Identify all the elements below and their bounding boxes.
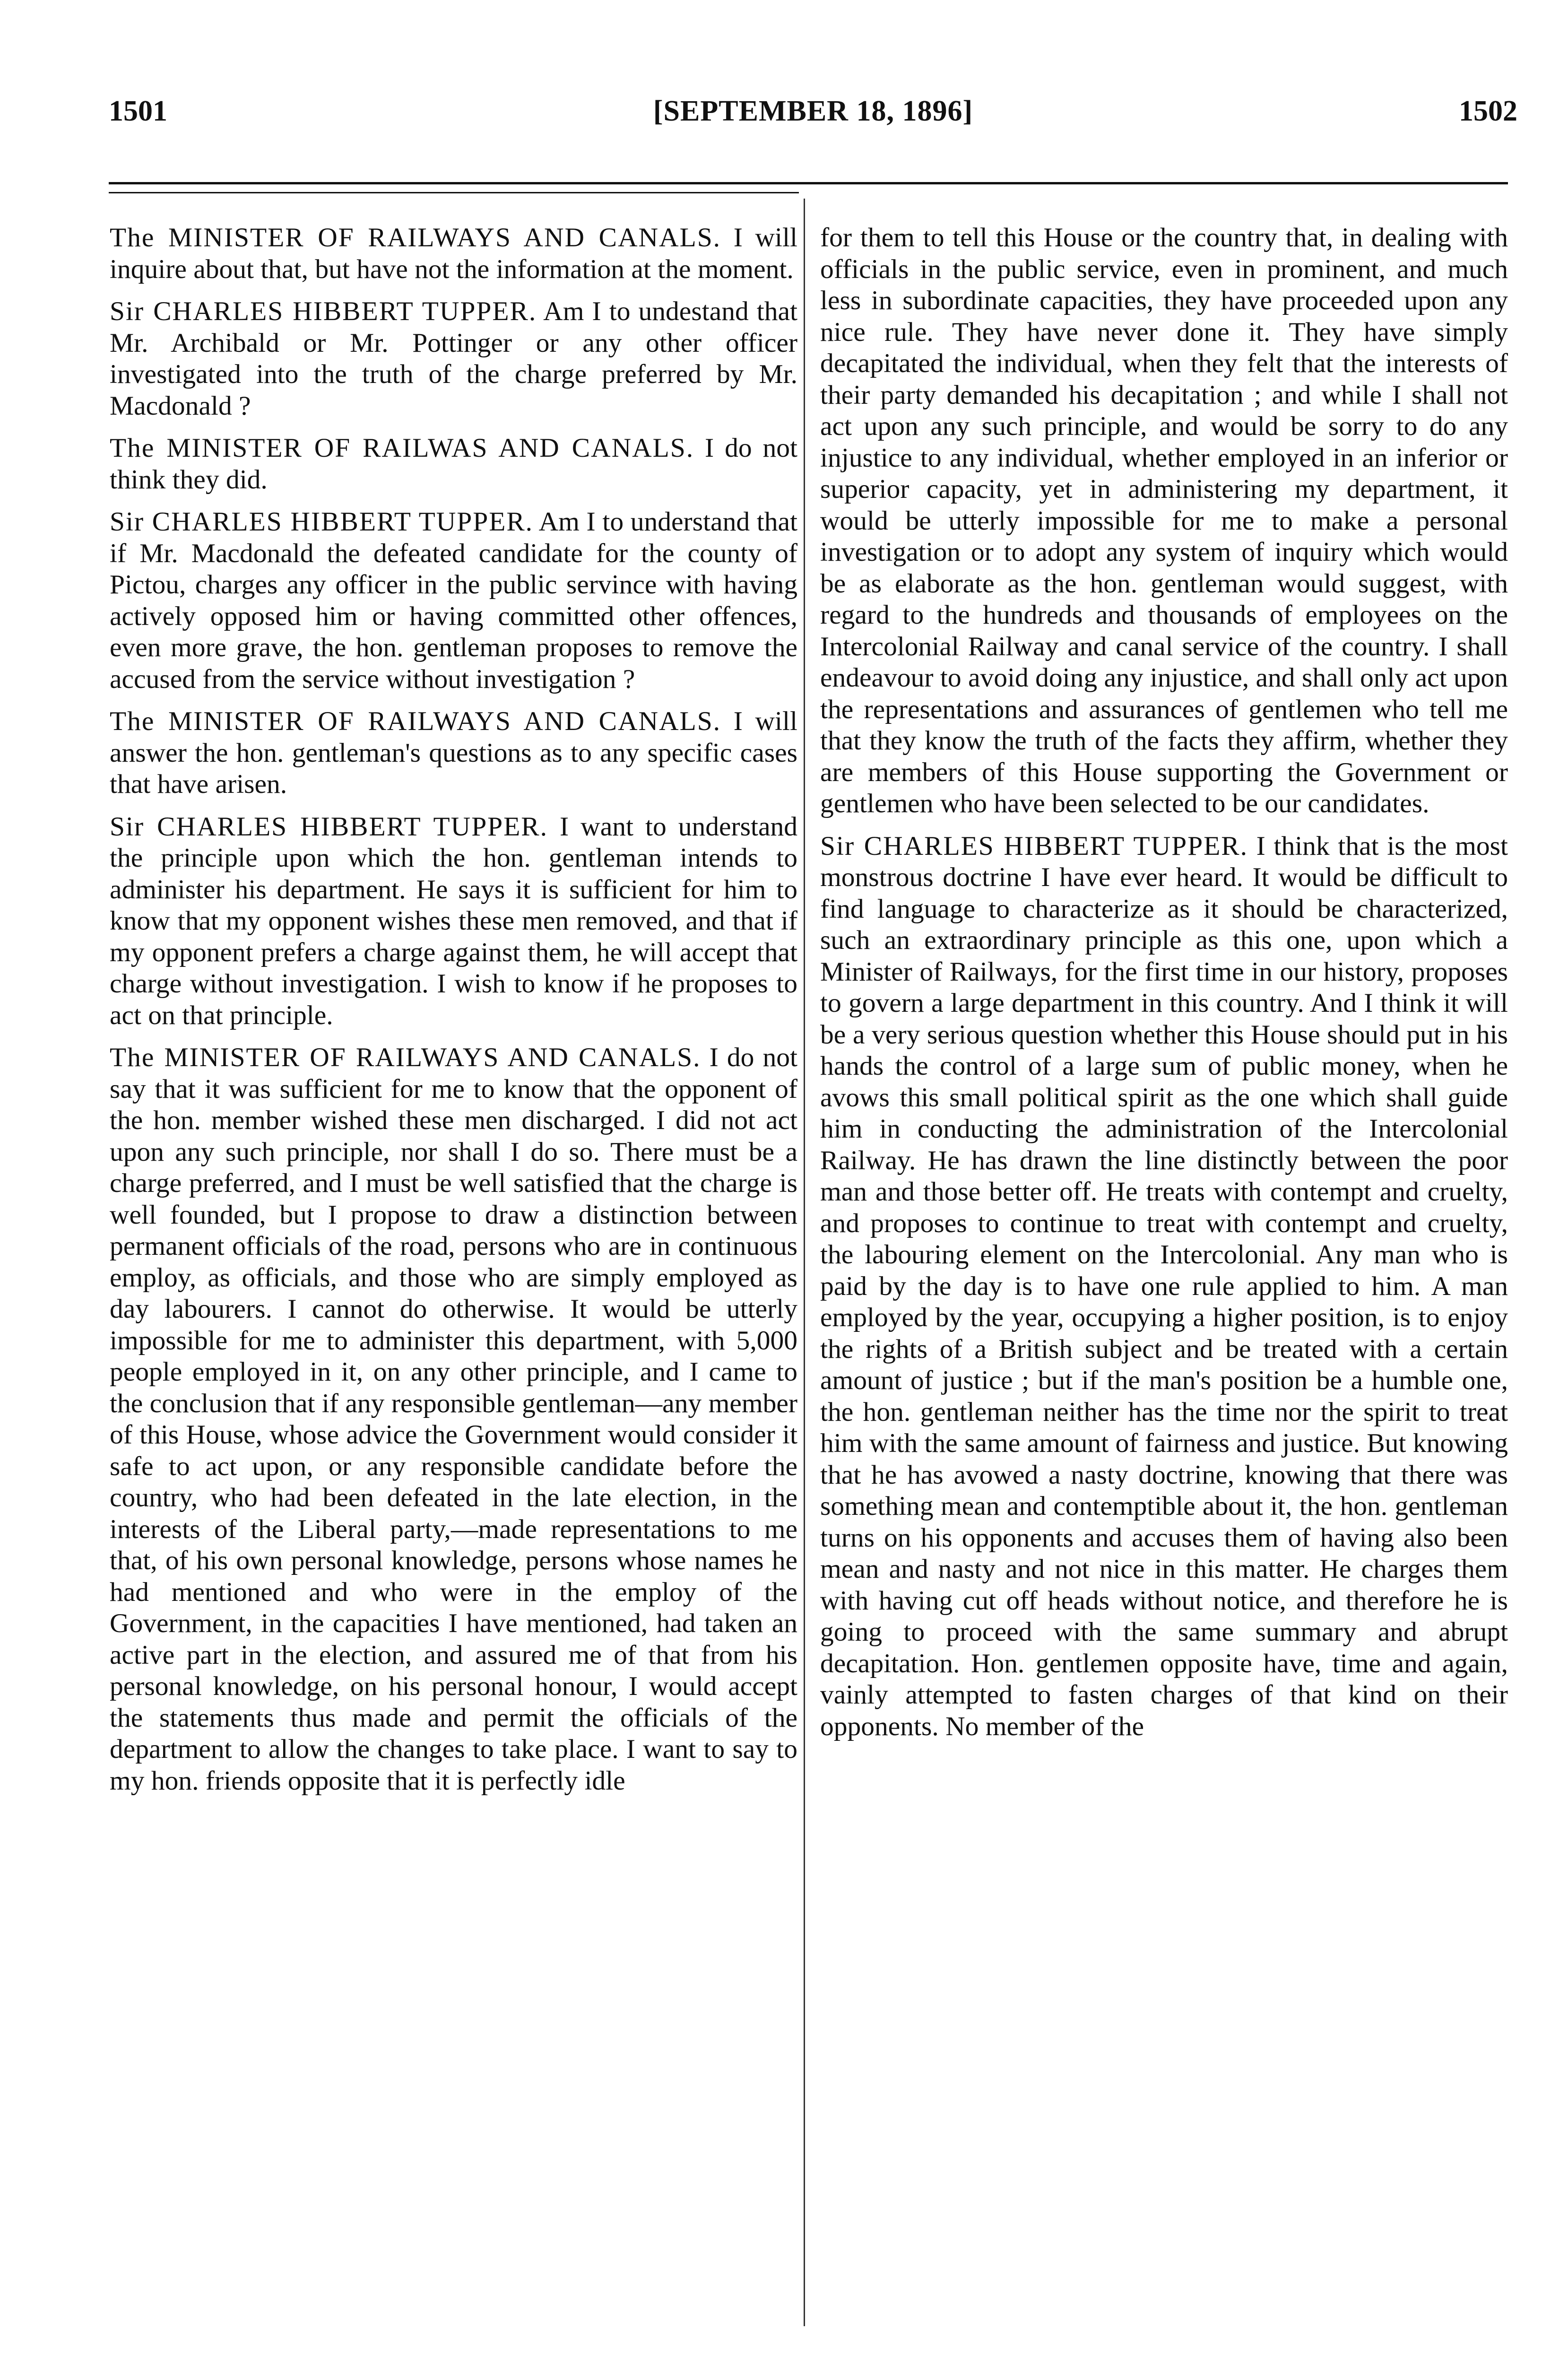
paragraph bbox=[110, 296, 797, 422]
header-rule bbox=[109, 182, 1508, 184]
paragraph bbox=[110, 1042, 797, 1797]
speaker-name: Sir CHARLES HIBBERT TUPPER. bbox=[110, 296, 537, 326]
speech-text: I will answer the hon. gentleman's questions as to any specific cases that have arisen. bbox=[110, 706, 797, 799]
page-number-right: 1502 bbox=[1459, 95, 1517, 127]
speaker-name: Sir CHARLES HIBBERT TUPPER. bbox=[820, 831, 1248, 861]
right-column bbox=[820, 222, 1508, 1753]
column-divider bbox=[804, 199, 805, 2326]
page-header bbox=[109, 95, 1517, 147]
paragraph bbox=[820, 831, 1508, 1743]
speech-text: Am I to understand that if Mr. Macdonald the defeated candidate for the county of Pictou, charges any officer in the public servince with having actively opposed him or having committed other offences, even more grave, the hon. gentleman proposes to remove the accused from the service without investigation ? bbox=[110, 507, 797, 694]
speech-text: Am I to undestand that Mr. Archibald or Mr. Pottinger or any other officer investigated into the truth of the charge preferred by Mr. Macdonald ? bbox=[110, 296, 797, 421]
speech-text: I think that is the most monstrous doctrine I have ever heard. It would be difficult to find language to characterize as it should be characterized, such an extraordinary principle as this one, upon which a Minister of Railways, for the first time in our history, proposes to govern a large department in this country. And I think it will be a very serious question whether this House should put in his hands the control of a large sum of public money, when he avows this small political spirit as the one which shall guide him in conducting the administration of the Intercolonial Railway. He has drawn the line distinctly between the poor man and those better off. He treats with contempt and cruelty, and proposes to continue to treat with contempt and cruelty, the labouring element on the Intercolonial. Any man who is paid by the day is to have one rule applied to him. A man employed by the year, occupying a higher position, is to enjoy the rights of a British subject and be treated with a certain amount of justice ; but if the man's position be a humble one, the hon. gentleman neither has the time nor the spirit to treat him with the same amount of fairness and justice. But knowing that he has avowed a nasty doctrine, knowing that there was something mean and contemptible about it, the hon. gentleman turns on his opponents and accuses them of having also been mean and nasty and not nice in this matter. He charges them with having cut off heads without notice, and therefore he is going to proceed with the same summary and abrupt decapitation. Hon. gentlemen opposite have, time and again, vainly attempted to fasten charges of that kind on their opponents. No member of the bbox=[820, 831, 1508, 1741]
speaker-name: The MINISTER OF RAILWAYS AND CANALS. bbox=[110, 223, 721, 252]
paragraph bbox=[110, 222, 797, 285]
speaker-name: Sir CHARLES HIBBERT TUPPER. bbox=[110, 811, 548, 842]
speech-text: I want to understand the principle upon which the hon. gentleman intends to administer his department. He says it is sufficient for him to know that my opponent wishes these men removed, and that if my opponent prefers a charge against them, he will accept that charge without investigation. I wish to know if he proposes to act on that principle. bbox=[110, 811, 797, 1030]
speech-text: I will inquire about that, but have not the information at the moment. bbox=[110, 223, 797, 284]
paragraph bbox=[110, 433, 797, 495]
speech-text: I do not think they did. bbox=[110, 433, 797, 495]
speaker-name: The MINISTER OF RAILWAYS AND CANALS. bbox=[110, 706, 721, 736]
paragraph bbox=[110, 706, 797, 800]
paragraph bbox=[110, 811, 797, 1032]
paragraph bbox=[110, 506, 797, 695]
speaker-name: The MINISTER OF RAILWAS AND CANALS. bbox=[110, 433, 694, 463]
speech-text: for them to tell this House or the country that, in dealing with officials in the public service, even in prominent, and much less in subordinate capacities, they have proceeded upon any nice rule. They have never done it. They have simply decapitated the individual, when they felt that the interests of their party demanded his decapitation ; and while I shall not act upon any such principle, and would be sorry to do any injustice to any individual, whether employed in an inferior or superior capacity, yet in administering my department, it would be utterly impossible for me to make a personal investigation or to adopt any system of inquiry which would be as elaborate as the hon. gentleman would suggest, with regard to the hundreds and thousands of employees on the Intercolonial Railway and canal service of the country. I shall endeavour to avoid doing any injustice, and shall only act upon the representations and assurances of gentlemen who tell me that they know the truth of the facts they affirm, whether they are members of this House supporting the Government or gentlemen who have been selected to be our candidates. bbox=[820, 223, 1508, 818]
speech-text: I do not say that it was sufficient for me to know that the opponent of the hon. member wished these men discharged. I did not act upon any such principle, nor shall I do so. There must be a charge preferred, and I must be well satisfied that the charge is well founded, but I propose to draw a distinction between permanent officials of the road, persons who are in continuous employ, as officials, and those who are simply employed as day labourers. I cannot do otherwise. It would be utterly impossible for me to administer this department, with 5,000 people employed in it, on any other principle, and I came to the conclusion that if any responsible gentleman—any member of this House, whose advice the Government would consider it safe to act upon, or any responsible candidate before the country, who had been defeated in the late election, in the interests of the Liberal party,—made representations to me that, of his own personal knowledge, persons whose names he had mentioned and who were in the employ of the Government, in the capacities I have mentioned, had taken an active part in the election, and assured me of that from his personal knowledge, on his personal honour, I would accept the statements thus made and permit the officials of the department to allow the changes to take place. I want to say to my hon. friends opposite that it is perfectly idle bbox=[110, 1043, 797, 1796]
paragraph bbox=[820, 222, 1508, 820]
page-date: [SEPTEMBER 18, 1896] bbox=[653, 95, 973, 127]
speaker-name: The MINISTER OF RAILWAYS AND CANALS. bbox=[110, 1043, 701, 1072]
speaker-name: Sir CHARLES HIBBERT TUPPER. bbox=[110, 507, 534, 537]
header-rule-secondary bbox=[109, 192, 799, 193]
left-column bbox=[110, 222, 797, 1808]
page-number-left: 1501 bbox=[109, 95, 167, 127]
